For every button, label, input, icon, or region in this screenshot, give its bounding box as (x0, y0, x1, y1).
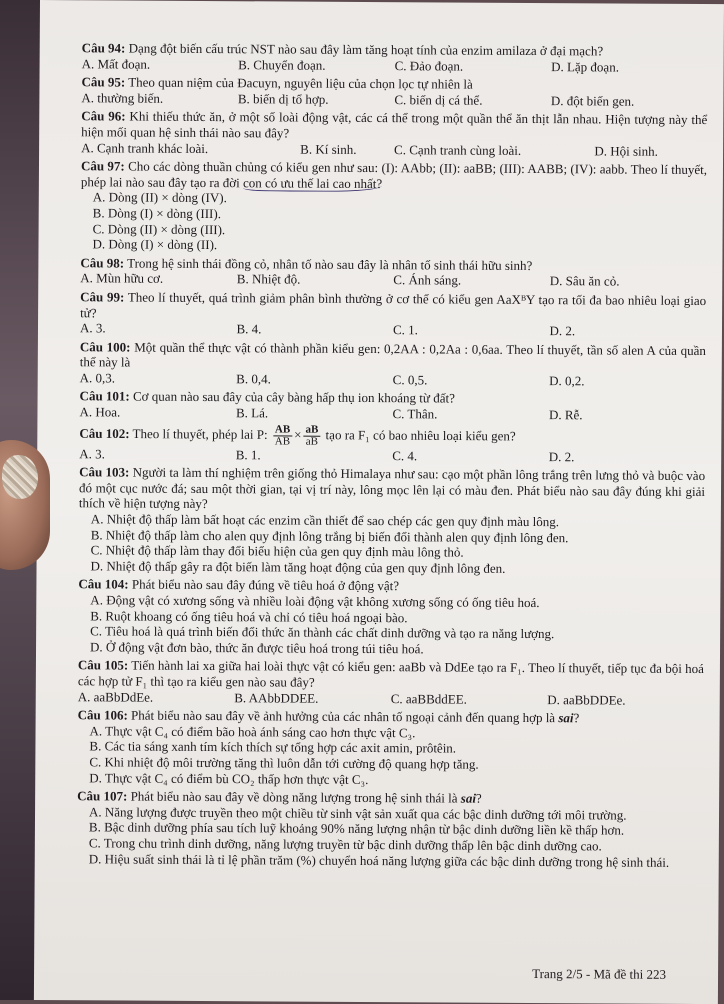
question-text: Dạng đột biến cấu trúc NST nào sau đây làm tăng hoạt tính của enzim amilaza ở đại mạch? (128, 40, 604, 59)
question-list (77, 40, 708, 873)
question-101 (79, 389, 705, 424)
question-text: Tiến hành lai xa giữa hai loài thực vật có kiểu gen: aaBb và DdEe tạo ra F₁. Theo lí thuyết, tiếp tục đa bội hoá các hợp tử F₁ thì tạo ra kiểu gen nào sau đây? (77, 657, 704, 690)
question-text: Cho các dòng thuần chủng có kiểu gen như sau: (I): AAbb; (II): aaBB; (III): AABB; (IV): aabb. Theo lí thuyết, phép lai nào sau đây tạo ra đời (80, 158, 708, 190)
option-d: D. Dòng (I) × dòng (II). (92, 236, 218, 253)
option-c: C. Đảo đoạn. (394, 57, 464, 74)
option-d: D. Ở động vật đơn bào, thức ăn được tiêu hoá trong túi tiêu hoá. (90, 639, 424, 657)
question-number: Câu 103: (79, 464, 130, 480)
option-c: C. Thân. (392, 406, 438, 422)
option-a: A. 3. (79, 320, 106, 336)
option-a: A. Mất đoạn. (81, 55, 151, 72)
option-b: B. Lá. (235, 405, 269, 421)
option-c: C. Dòng (II) × dòng (III). (92, 220, 226, 237)
option-d: D. 2. (549, 323, 576, 339)
option-d: D. đột biến gen. (550, 92, 635, 109)
option-d: D. Hiệu suất sinh thái là tỉ lệ phần trăm (%) chuyển hoá năng lượng giữa các bậc dinh dưỡng trong hệ sinh thái. (88, 850, 670, 870)
option-d: D. Rễ. (548, 407, 583, 423)
question-100 (80, 339, 706, 390)
question-text: Khi thiếu thức ăn, ở một số loài động vật, các cá thể trong một quần thể ăn thịt lẫn nhau. Hiện tượng này thể hiện mối quan hệ sinh thái nào sau đây? (81, 108, 708, 141)
option-a: A. Mùn hữu cơ. (80, 270, 164, 287)
option-c: C. 1. (392, 322, 418, 338)
fingernail (2, 455, 38, 499)
option-b: B. Kí sinh. (300, 141, 357, 157)
question-number: Câu 106: (77, 707, 128, 723)
option-c: C. biến dị cá thể. (394, 91, 483, 108)
question-number: Câu 102: (79, 425, 130, 441)
genotype-fraction-2: $\frac{aB}{aB}$ (303, 424, 320, 447)
option-b: B. Chuyển đoạn. (238, 56, 326, 73)
question-99 (80, 289, 706, 340)
option-d: D. aaBbDDEe. (547, 691, 626, 708)
option-a: A. Nhiệt độ thấp làm bất hoạt các enzim cần thiết để sao chép các gen quy định màu lông. (90, 511, 560, 530)
question-102 (79, 423, 705, 465)
question-104 (78, 577, 704, 659)
option-b: B. 1. (235, 446, 261, 463)
question-number: Câu 96: (81, 108, 126, 124)
question-text: Theo lí thuyết, phép lai P: (132, 425, 268, 442)
question-number: Câu 94: (81, 40, 126, 56)
option-a: A. Hoa. (79, 404, 121, 420)
option-c: C. Cạnh tranh cùng loài. (394, 141, 522, 158)
question-number: Câu 99: (80, 289, 125, 305)
option-d: D. Hội sinh. (594, 142, 658, 159)
option-b: B. Nhiệt độ. (236, 271, 301, 287)
option-a: A. 3. (79, 445, 105, 462)
option-b: B. Nhiệt độ thấp làm cho alen quy định lông trắng bị biến đổi thành alen quy định lông đen. (90, 526, 569, 545)
option-b: B. Dòng (I) × dòng (III). (92, 205, 222, 222)
option-c: C. 4. (392, 447, 418, 463)
question-text: Phát biểu nào sau đây về dòng năng lượng trong hệ sinh thái là (130, 788, 461, 806)
option-d: D. Nhiệt độ thấp gây ra đột biến làm tăng hoạt động của gen quy định lông đen. (90, 558, 506, 576)
option-c: C. 0,5. (392, 372, 428, 388)
option-c: C. Nhiệt độ thấp làm thay đổi biểu hiện của gen quy định màu lông thỏ. (90, 542, 464, 560)
option-c: C. Khi nhiệt độ môi trường tăng thì luôn dẫn tới cường độ quang hợp tăng. (89, 754, 479, 772)
question-text: Theo quan niệm của Đacuyn, nguyên liệu của chọn lọc tự nhiên là (128, 74, 473, 92)
question-text: Theo lí thuyết, quá trình giảm phân bình thường ở cơ thể có kiểu gen AaXᴮY tạo ra tối đa bao nhiêu loại giao tử? (80, 289, 707, 320)
underlined-text: con có ưu thế lai cao nhất? (242, 174, 383, 191)
option-b: B. biến dị tổ hợp. (237, 90, 329, 107)
option-b: B. Bậc dinh dưỡng phía sau tích luỹ khoảng 90% năng lượng nhận từ bậc dinh dưỡng liền kề thấp hơn. (88, 819, 625, 838)
option-b: B. AAbbDDEE. (234, 689, 319, 706)
option-c: C. Tiêu hoá là quá trình biến đổi thức ăn thành các chất dinh dưỡng và tạo ra năng lượng. (90, 623, 555, 642)
question-number: Câu 100: (79, 338, 131, 355)
question-94 (82, 40, 708, 75)
question-number: Câu 101: (79, 388, 130, 405)
option-d: D. Lặp đoạn. (551, 58, 620, 75)
option-a: A. thường biến. (81, 90, 164, 106)
question-text: Phát biểu nào sau đây về ảnh hưởng của các nhân tố ngoại cảnh đến quang hợp là (131, 707, 559, 726)
option-a: A. Dòng (II) × dòng (IV). (92, 189, 227, 206)
question-number: Câu 95: (81, 74, 126, 90)
cross-symbol: × (294, 426, 302, 442)
question-97 (80, 158, 707, 255)
emphasis-sai: sai (460, 790, 477, 806)
page-footer: Trang 2/5 - Mã đề thi 223 (532, 966, 667, 982)
question-number: Câu 97: (80, 158, 125, 174)
option-d: D. Thực vật C₄ có điểm bù CO₂ thấp hơn thực vật C₃. (89, 769, 369, 787)
question-107: Câu 107: Phát biểu nào sau đây về dòng năng lượng trong hệ sinh thái là sai? A. Năng lượng được truyền theo một chiều từ sinh vật sản xuất qua các bậc dinh dưỡng tới môi trường. B. Bậc dinh dưỡng phía sau tích luỹ khoảng 90% năng lượng nhận từ bậc dinh dưỡng liền kề thấp hơn. C. Trong chu trình dinh dưỡng, năng lượng truyền từ bậc dinh dưỡng thấp lên bậc dinh dưỡng cao. D. Hiệu suất sinh thái là tỉ lệ phần trăm (%) chuyển hoá năng lượng giữa các bậc dinh dưỡng trong hệ sinh thái. (77, 788, 703, 870)
question-number: Câu 107: (77, 788, 128, 804)
option-a: A. aaBbDdEe. (77, 688, 154, 705)
question-number: Câu 105: (77, 657, 129, 673)
option-a: A. Động vật có xương sống và nhiều loài động vật không xương sống có ống tiêu hoá. (90, 592, 540, 611)
option-a: A. Năng lượng được truyền theo một chiều từ sinh vật sản xuất qua các bậc dinh dưỡng tới môi trường. (88, 804, 627, 823)
question-number: Câu 98: (80, 254, 125, 271)
question-105 (78, 658, 704, 709)
option-b: B. Các tia sáng xanh tím kích thích sự tổng hợp các axit amin, prôtêin. (89, 738, 457, 756)
question-text: Trong hệ sinh thái đồng cỏ, nhân tố nào sau đây là nhân tố sinh thái hữu sinh? (127, 255, 533, 273)
option-b: B. 0,4. (236, 371, 271, 387)
question-103 (78, 464, 705, 577)
question-text-end: tạo ra F₁ có bao nhiêu loại kiểu gen? (325, 426, 516, 444)
question-95 (81, 74, 707, 109)
option-c: C. aaBBddEE. (390, 690, 467, 707)
question-98 (80, 255, 706, 290)
question-text: Phát biểu nào sau đây đúng về tiêu hoá ở động vật? (131, 576, 400, 594)
option-c: C. Trong chu trình dinh dưỡng, năng lượng truyền từ bậc dinh dưỡng thấp lên bậc dinh dưỡng cao. (88, 835, 602, 854)
option-d: D. 2. (548, 448, 575, 464)
option-c: C. Ánh sáng. (393, 272, 462, 288)
option-b: B. Ruột khoang có ống tiêu hoá và chỉ có tiêu hoá ngoại bào. (90, 607, 408, 625)
question-text: Người ta làm thí nghiệm trên giống thỏ Himalaya như sau: cạo một phần lông trắng trên lưng thỏ và buộc vào đó một cục nước đá; sau một thời gian, tại vị trí này, lông mọc lên lại có màu đen. Phát biểu nào sau đây đúng khi giải thích về hiện tượng này? (78, 464, 706, 512)
question-96 (81, 109, 707, 160)
question-number: Câu 104: (78, 576, 129, 592)
genotype-fraction-1: $\frac{AB}{AB}$ (274, 423, 291, 448)
emphasis-sai: sai (558, 710, 574, 726)
question-text: Cơ quan nào sau đây của cây bàng hấp thụ ion khoáng từ đất? (132, 389, 455, 407)
exam-sheet (34, 0, 724, 1004)
option-a: A. Thực vật C₄ có điểm bão hoà ánh sáng cao hơn thực vật C₃. (89, 723, 416, 741)
option-a: A. 0,3. (79, 370, 116, 386)
question-text: Một quần thể thực vật có thành phần kiểu gen: 0,2AA : 0,2Aa : 0,6aa. Theo lí thuyết, tần số alen A của quần thể này là (79, 339, 706, 370)
question-106: Câu 106: Phát biểu nào sau đây về ảnh hưởng của các nhân tố ngoại cảnh đến quang hợp là sai? A. Thực vật C₄ có điểm bão hoà ánh sáng cao hơn thực vật C₃. B. Các tia sáng xanh tím kích thích sự tổng hợp các axit amin, prôtêin. C. Khi nhiệt độ môi trường tăng thì luôn dẫn tới cường độ quang hợp tăng. D. Thực vật C₄ có điểm bù CO₂ thấp hơn thực vật C₃. (77, 707, 703, 789)
option-d: D. Sâu ăn cỏ. (549, 273, 620, 289)
option-d: D. 0,2. (549, 372, 585, 389)
option-b: B. 4. (236, 321, 262, 337)
option-a: A. Cạnh tranh khác loài. (81, 139, 209, 156)
